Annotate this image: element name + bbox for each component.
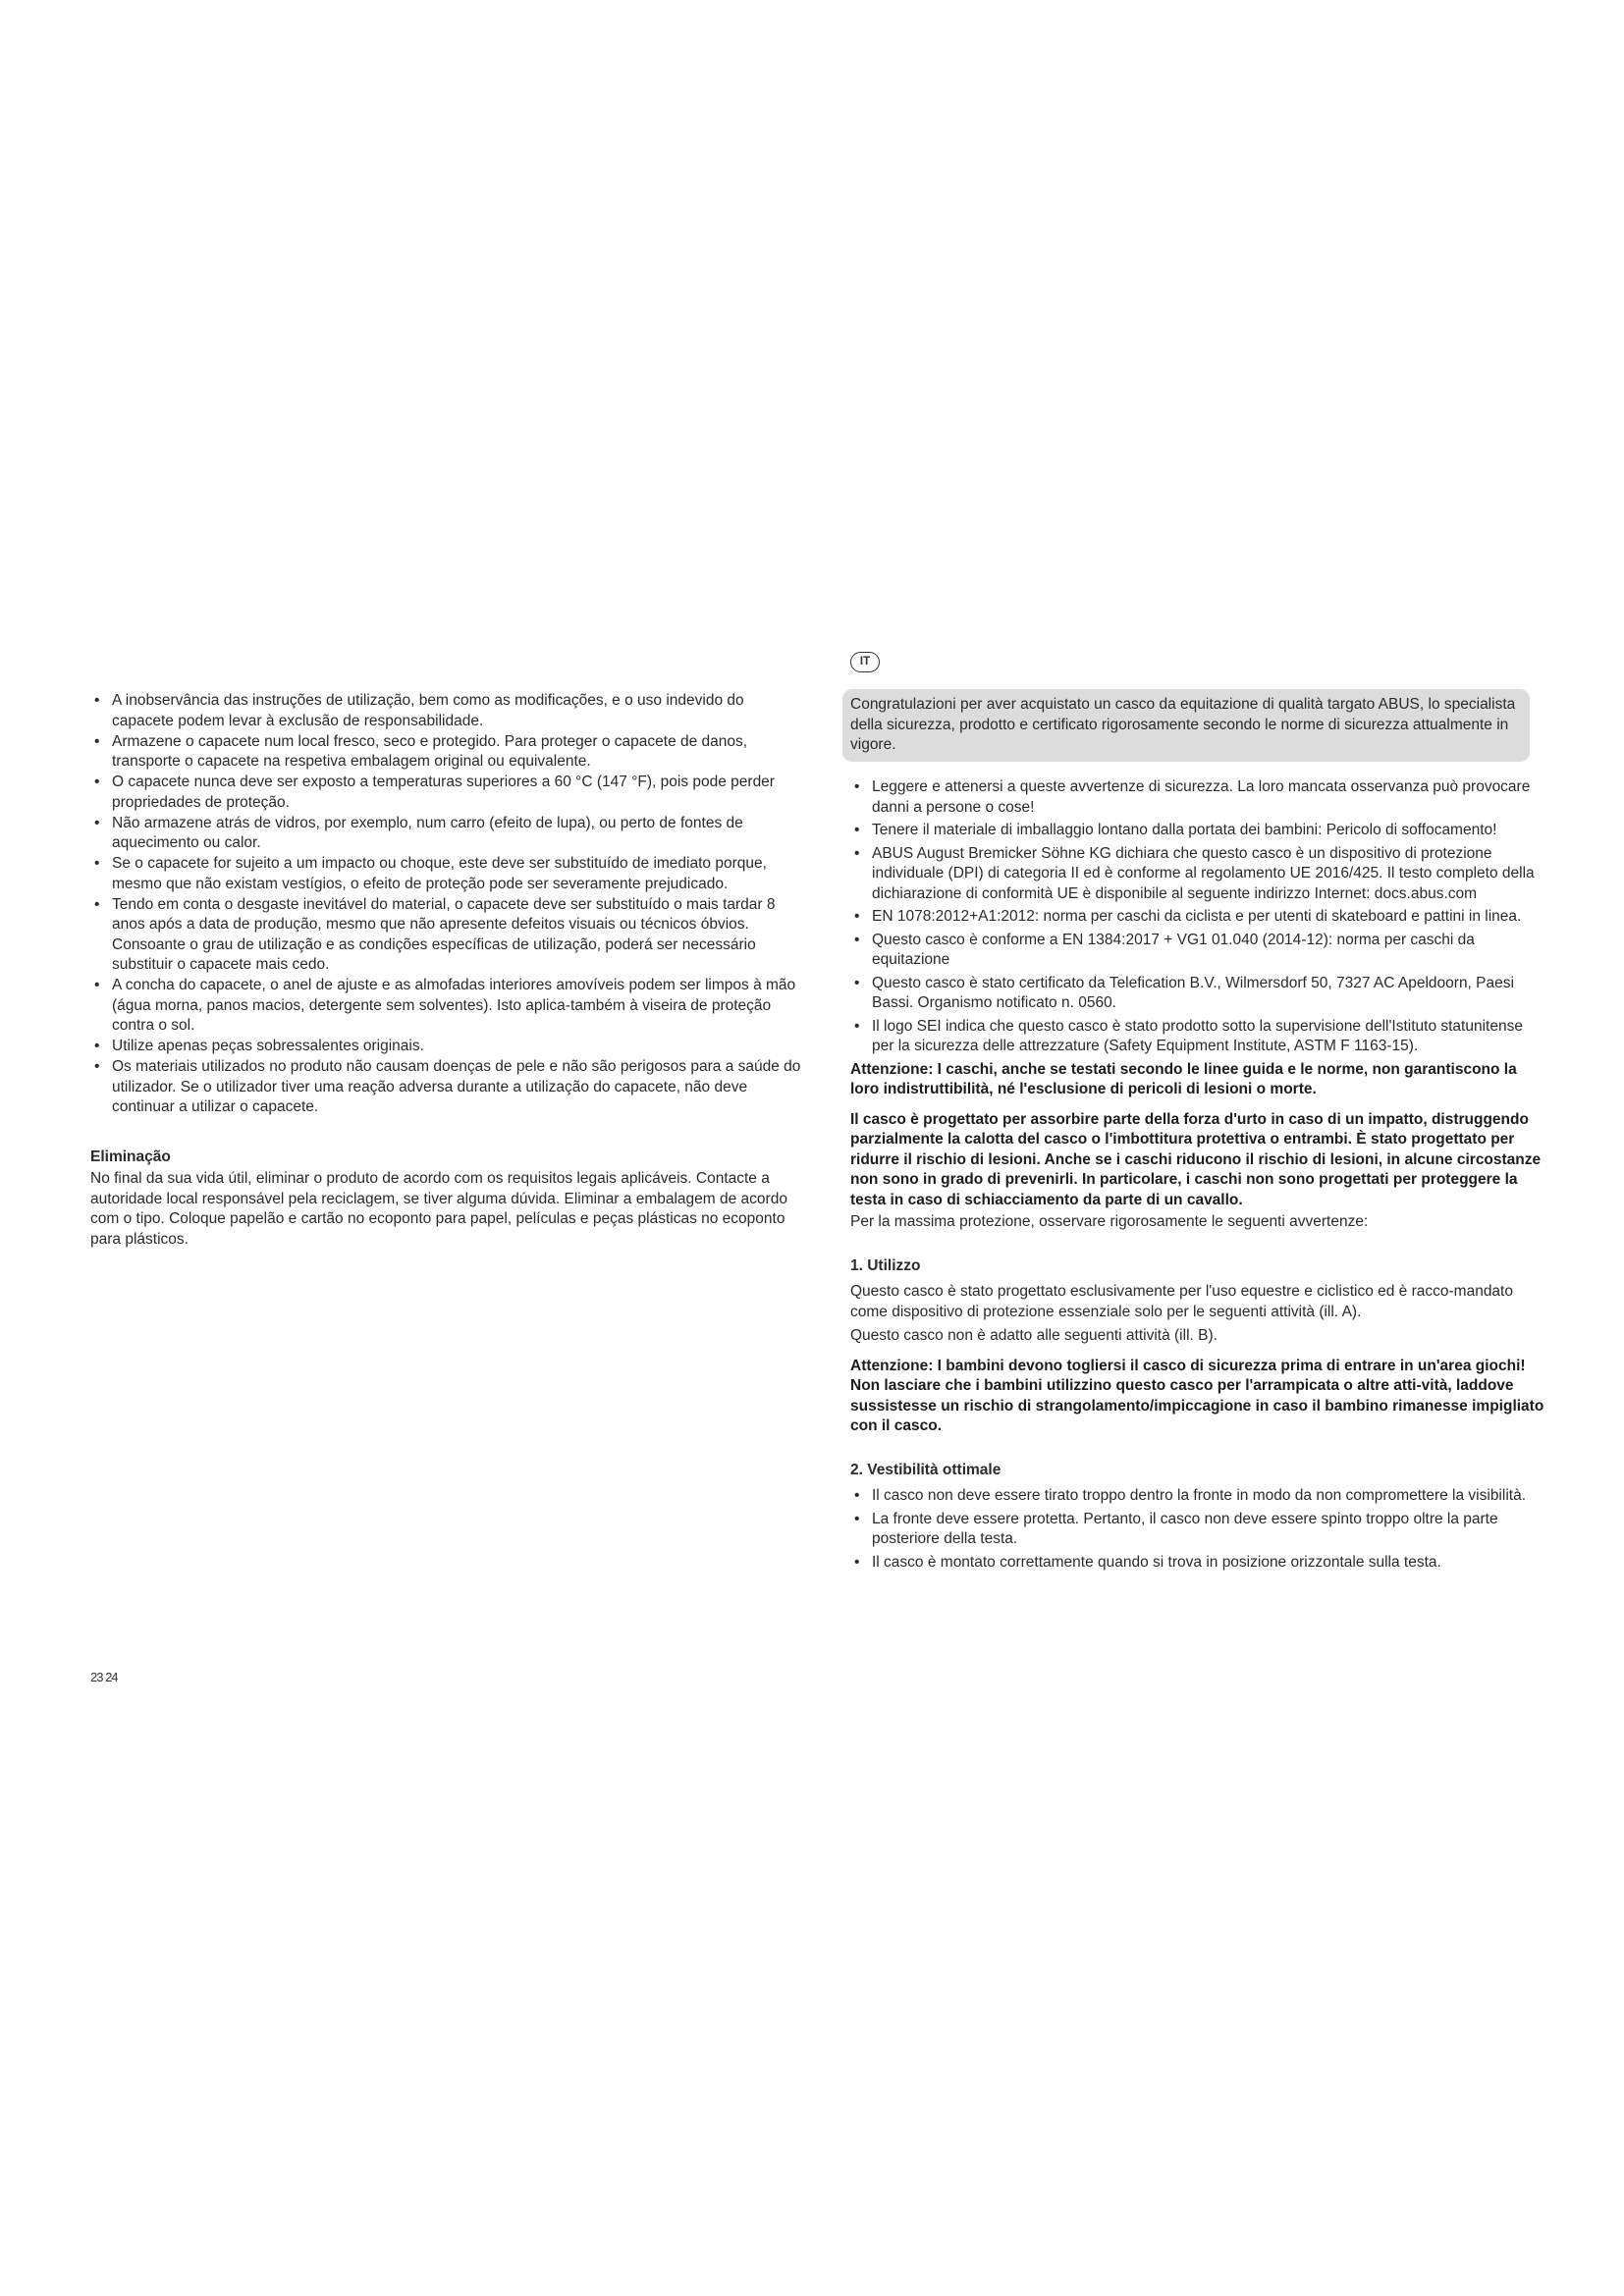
safety-list-it [850, 777, 1545, 1057]
list-item: • ABUS August Bremicker Söhne KG dichiara che questo casco è un dispositivo di protezione individuale (DPI) di categoria II ed è conforme al regolamento UE 2016/425. Il testo completo della dichiarazione di conformità UE è disponibile al seguente indirizzo Internet: docs.abus.com [854, 844, 1535, 902]
list-item: • Questo casco è stato certificato da Telefication B.V., Wilmersdorf 50, 7327 AC Apeldoorn, Paesi Bassi. Organismo notificato n. 0560. [854, 974, 1514, 1011]
list-item: • La fronte deve essere protetta. Pertanto, il casco non deve essere spinto troppo oltre la parte posteriore della testa. [854, 1510, 1498, 1547]
language-badge: IT [850, 652, 880, 672]
list-item: • Utilize apenas peças sobressalentes originais. [94, 1038, 424, 1054]
list-item: • Os materiais utilizados no produto não causam doenças de pele e não são perigosos para a saúde do utilizador. Se o utilizador tiver uma reação adversa durante a utilização do capacete, não deve continuar a utilizar o capacete. [94, 1058, 801, 1115]
warning-text: Il casco è progettato per assorbire parte della forza d'urto in caso di un impatto, distruggendo parzialmente la calotta del casco o l'imbottitura protettiva o entrambi. È stato progettato per ridurre il rischio di lesioni. Anche se i caschi riducono il rischio di lesioni, in alcune circostanze non sono in grado di prevenirli. In particolare, i caschi non sono progettati per proteggere la testa in caso di schiacciamento da parte di un cavallo. [850, 1110, 1542, 1208]
warning-text: Attenzione: I caschi, anche se testati secondo le linee guida e le norme, non garantiscono la loro indistruttibilità, né l'esclusione di pericoli di lesioni o morte. [850, 1060, 1517, 1097]
section-heading: 2. Vestibilità ottimale [850, 1461, 1001, 1478]
paragraph: Questo casco non è adatto alle seguenti attività (ill. B). [850, 1327, 1218, 1344]
disposal-text: No final da sua vida útil, eliminar o produto de acordo com os requisitos legais aplicáveis. Contacte a autoridade local responsável pela reciclagem, se tiver alguma dúvida. Eliminar a embalagem de acordo com o tipo. Coloque papelão e cartão no ecoponto para papel, películas e peças plásticas no ecoponto para plásticos. [90, 1170, 787, 1248]
list-item: • Il logo SEI indica che questo casco è stato prodotto sotto la supervisione dell'Istituto statunitense per la sicurezza delle attrezzature (Safety Equipment Institute, ASTM F 1163-15). [854, 1017, 1523, 1054]
list-item: • Tenere il materiale di imballaggio lontano dalla portata dei bambini: Pericolo di soffocamento! [854, 822, 1497, 838]
warning-text: Attenzione: I bambini devono togliersi il casco di sicurezza prima di entrare in un'area giochi! Non lasciare che i bambini utilizzino questo casco per l'arrampicata o altre atti-vità, laddove sussistesse un rischio di strangolamento/impiccagione in caso il bambino rimanesse impigliato con il casco. [850, 1357, 1544, 1434]
intro-box: Congratulazioni per aver acquistato un casco da equitazione di qualità targato ABUS, lo specialista della sicurezza, prodotto e certificato rigorosamente secondo le norme di sicurezza attualmente in vigore. [842, 689, 1530, 762]
list-item: • EN 1078:2012+A1:2012: norma per caschi da ciclista e per utenti di skateboard e pattini in linea. [854, 908, 1522, 925]
list-item: • A inobservância das instruções de utilização, bem como as modificações, e o uso indevido do capacete podem levar à exclusão de responsabilidade. [94, 692, 744, 729]
disposal-heading: Eliminação [90, 1148, 171, 1165]
safety-list-pt [90, 691, 805, 1118]
section-heading: 1. Utilizzo [850, 1256, 921, 1274]
right-content [850, 777, 1545, 1575]
list-item: • Armazene o capacete num local fresco, seco e protegido. Para proteger o capacete de danos, transporte o capacete na respetiva embalagem original ou equivalente. [94, 732, 748, 770]
page-numbers: 23 24 [90, 1670, 118, 1684]
list-item: • Não armazene atrás de vidros, por exemplo, num carro (efeito de lupa), ou perto de fontes de aquecimento ou calor. [94, 814, 743, 851]
list-item: • Tendo em conta o desgaste inevitável do material, o capacete deve ser substituído o mais tardar 8 anos após a data de produção, mesmo que não apresente defeitos visuais ou técnicos óbvios. Consoante o grau de utilização e as condições específicas de utilização, poderá ser necessário substituir o capacete mais cedo. [94, 895, 776, 973]
list-item: • Il casco è montato correttamente quando si trova in posizione orizzontale sulla testa. [854, 1553, 1441, 1571]
list-item: • O capacete nunca deve ser exposto a temperaturas superiores a 60 °C (147 °F), pois pode perder propriedades de proteção. [94, 774, 775, 811]
list-item: • Il casco non deve essere tirato troppo dentro la fronte in modo da non compromettere la visibilità. [854, 1487, 1527, 1504]
protection-note: Per la massima protezione, osservare rigorosamente le seguenti avvertenze: [850, 1213, 1369, 1230]
fit-list-it [850, 1486, 1545, 1573]
list-item: • A concha do capacete, o anel de ajuste e as almofadas interiores amovíveis podem ser limpos à mão (água morna, panos macios, detergente sem solventes). Isto aplica-também à viseira de proteção contra o sol. [94, 977, 796, 1034]
left-column [90, 691, 805, 1250]
list-item: • Se o capacete for sujeito a um impacto ou choque, este deve ser substituído de imediato porque, mesmo que não existam vestígios, o efeito de proteção pode ser severamente prejudicado. [94, 855, 767, 892]
list-item: • Leggere e attenersi a queste avvertenze di sicurezza. La loro mancata osservanza può provocare danni a persone o cose! [854, 778, 1531, 816]
paragraph: Questo casco è stato progettato esclusivamente per l'uso equestre e ciclistico ed è racco-mandato come dispositivo di protezione essenziale solo per le seguenti attività (ill. A). [850, 1283, 1513, 1320]
list-item: • Questo casco è conforme a EN 1384:2017 + VG1 01.040 (2014-12): norma per caschi da equitazione [854, 931, 1475, 968]
